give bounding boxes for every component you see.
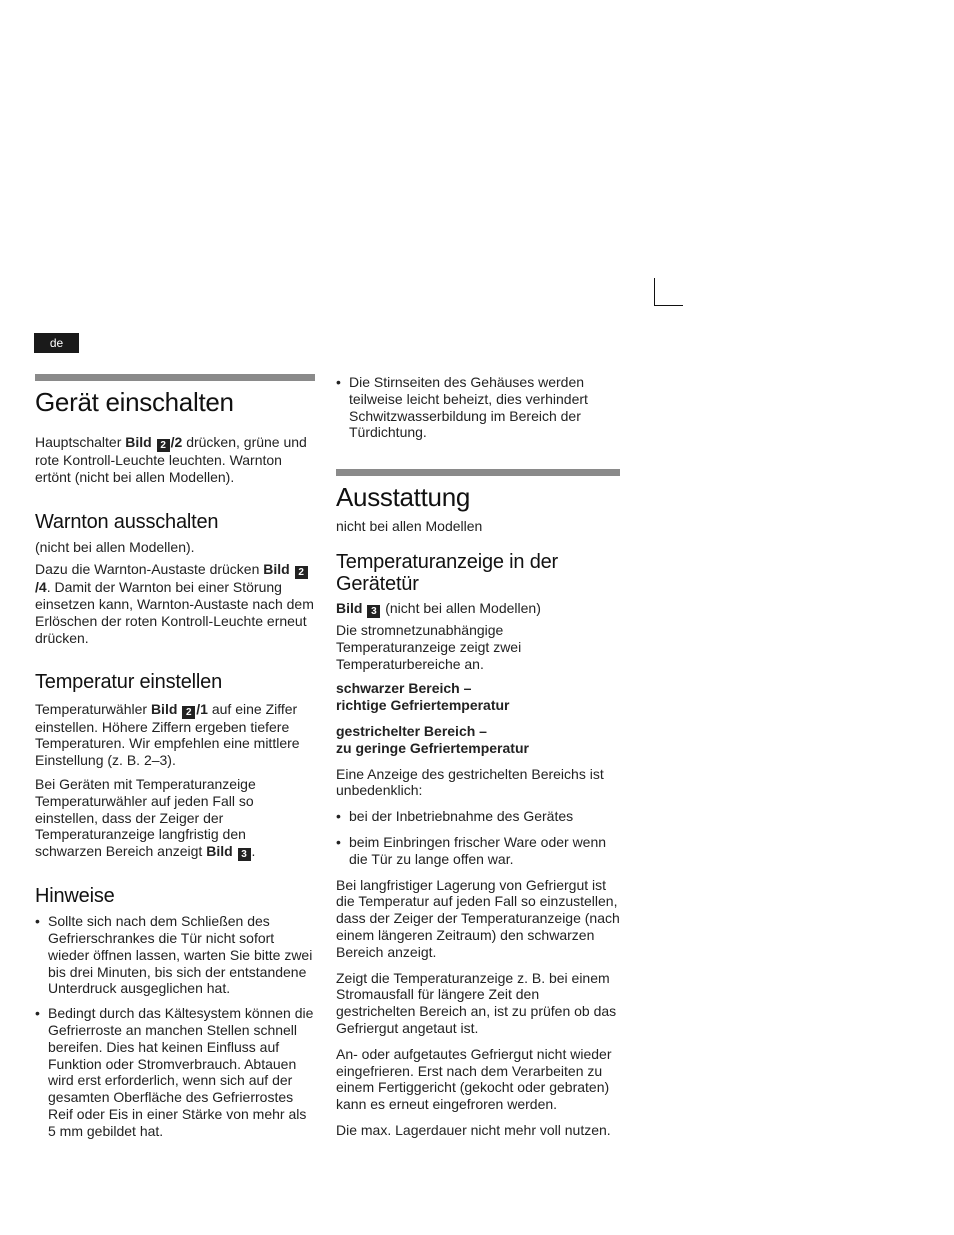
list-item: • Bedingt durch das Kältesystem können die Gefrierroste an manchen Stellen schnell bereifen. Dies hat keinen Einfluss auf Funktion oder Stromverbrauch. Abtauen wird erst erforderlich, wenn sich auf der gesamten Oberfläche des Gefrierrostes Reif oder Eis in einer Stärke von mehr als 5 mm gebildet hat. bbox=[35, 1005, 315, 1139]
schwarzer-bereich-label: schwarzer Bereich – richtige Gefriertemperatur bbox=[336, 680, 510, 714]
section-title-ausstattung: Ausstattung bbox=[336, 482, 471, 513]
figure-ref-badge: 3 bbox=[367, 605, 380, 618]
temperatur-paragraph-1: Temperaturwähler Bild 2 /1 auf eine Ziffer einstellen. Höhere Ziffern ergeben tiefere Temperaturen. Wir empfehlen eine mittlere Einstellung (z. B. 2–3). bbox=[35, 700, 300, 769]
section-rule bbox=[35, 374, 315, 381]
anzeige-paragraph-4: Zeigt die Temperaturanzeige z. B. bei einem Stromausfall für längere Zeit den gestrichelten Bereich an, ist zu prüfen ob das Gefriergut angetaut ist. bbox=[336, 969, 617, 1036]
hinweise-list bbox=[35, 913, 315, 1139]
right-column bbox=[336, 374, 620, 1139]
left-column bbox=[35, 374, 315, 1140]
warnton-paragraph: Dazu die Warnton-Austaste drücken Bild 2/4. Damit der Warnton bei einer Störung einsetzen kann, Warnton-Austaste nach dem Erlöschen der roten Kontroll-Leuchte erneut drücken. bbox=[35, 561, 314, 646]
anzeige-paragraph-5: An- oder aufgetautes Gefriergut nicht wieder eingefrieren. Erst nach dem Verarbeiten zu einem Fertiggericht (gekocht oder gebraten) kann es erneut eingefroren werden. bbox=[336, 1045, 612, 1113]
anzeige-paragraph-1: Die stromnetzunabhängige Temperaturanzeige zeigt zwei Temperaturbereiche an. bbox=[336, 621, 522, 672]
anzeige-paragraph-6: Die max. Lagerdauer nicht mehr voll nutzen. bbox=[336, 1121, 611, 1138]
figure-ref-badge: 2 bbox=[157, 439, 170, 452]
language-tag: de bbox=[34, 333, 79, 353]
ausstattung-note: nicht bei allen Modellen bbox=[336, 518, 483, 535]
figure-ref-badge: 3 bbox=[238, 848, 251, 861]
section-rule bbox=[336, 469, 620, 476]
list-item: • beim Einbringen frischer Ware oder wenn die Tür zu lange offen war. bbox=[336, 834, 620, 868]
gestrichelter-bereich-label: gestrichelter Bereich – zu geringe Gefriertemperatur bbox=[336, 722, 529, 756]
figure-ref-badge: 2 bbox=[295, 566, 308, 579]
heading-hinweise: Hinweise bbox=[35, 885, 115, 908]
anzeige-paragraph-2: Eine Anzeige des gestrichelten Bereichs ist unbedenklich: bbox=[336, 765, 604, 799]
heading-warnton-ausschalten: Warnton ausschalten bbox=[35, 510, 219, 533]
list-item: • bei der Inbetriebnahme des Gerätes bbox=[336, 808, 620, 825]
heading-temperatur-einstellen: Temperatur einstellen bbox=[35, 670, 223, 693]
list-item: • Die Stirnseiten des Gehäuses werden teilweise leicht beheizt, dies verhindert Schwitzwasserbildung im Bereich der Türdichtung. bbox=[336, 374, 620, 441]
anzeige-figure-ref: Bild 3 (nicht bei allen Modellen) bbox=[336, 599, 541, 617]
intro-paragraph: Hauptschalter Bild 2 /2 drücken, grüne und rote Kontroll-Leuchte leuchten. Warnton ertönt (nicht bei allen Modellen). bbox=[35, 434, 307, 485]
heading-temperaturanzeige: Temperaturanzeige in der Gerätetür bbox=[336, 550, 558, 595]
anzeige-list bbox=[336, 808, 620, 867]
list-item: • Sollte sich nach dem Schließen des Gefrierschrankes die Tür nicht sofort wieder öffnen lassen, warten Sie bitte zwei bis drei Minuten, bis sich der entstandene Unterdruck ausgeglichen hat. bbox=[35, 913, 315, 997]
temperatur-paragraph-2: Bei Geräten mit Temperaturanzeige Temperaturwähler auf jeden Fall so einstellen, dass der Zeiger der Temperaturanzeige langfristig den schwarzen Bereich anzeigt Bild 3 . bbox=[35, 775, 256, 861]
warnton-note: (nicht bei allen Modellen). bbox=[35, 538, 195, 555]
section-title-geraet-einschalten: Gerät einschalten bbox=[35, 387, 234, 417]
top-bullet-list bbox=[336, 374, 620, 441]
figure-ref-badge: 2 bbox=[182, 706, 195, 719]
crop-mark bbox=[654, 278, 683, 306]
anzeige-paragraph-3: Bei langfristiger Lagerung von Gefriergut ist die Temperatur auf jeden Fall so einzustellen, dass der Zeiger der Temperaturanzeige (nach einem längeren Zeitraum) den schwarzen Bereich anzeigt. bbox=[336, 876, 620, 960]
